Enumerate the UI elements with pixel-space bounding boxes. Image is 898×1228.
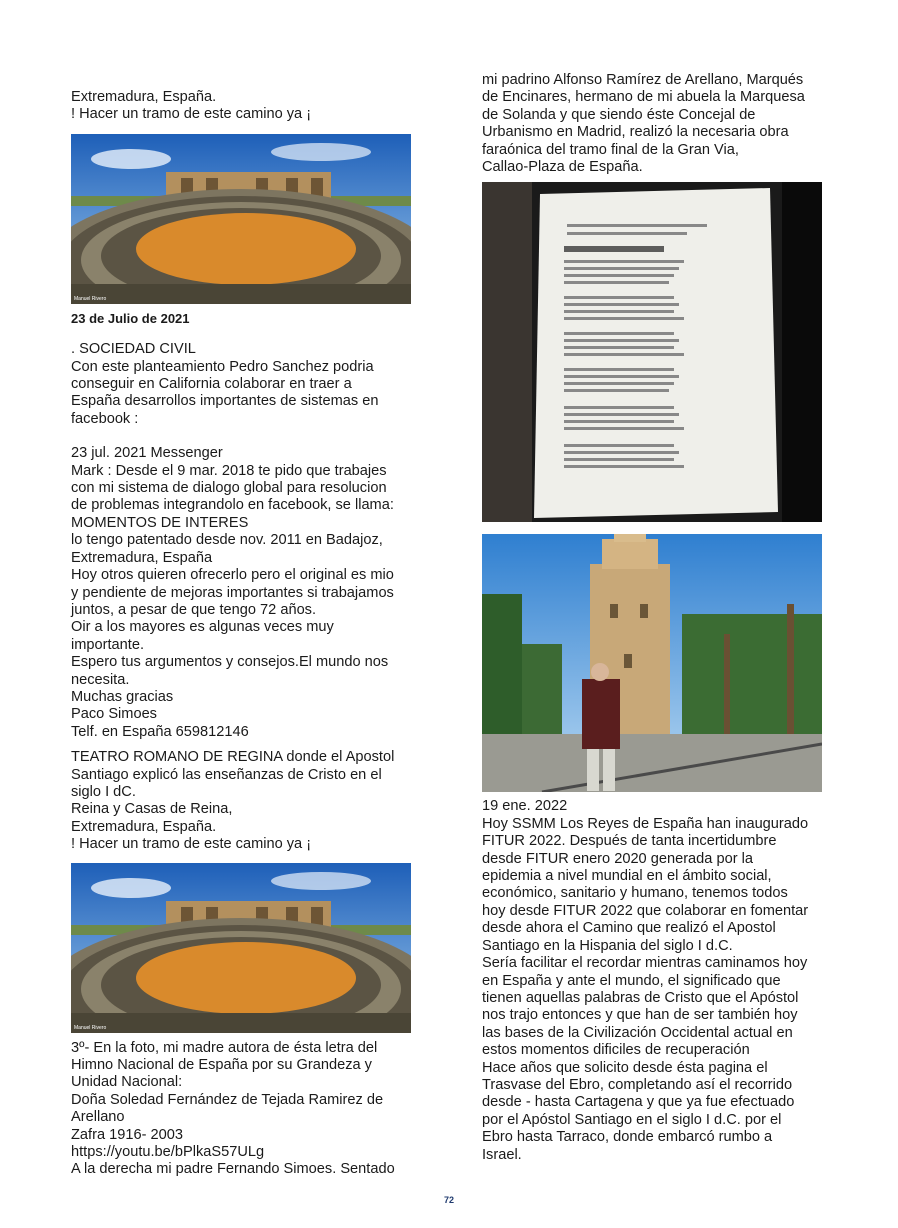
page-number: 72: [443, 1195, 454, 1205]
text-line: facebook :: [71, 410, 139, 427]
text-line: Arellano: [71, 1109, 125, 1126]
text-line: España desarrollos importantes de sistemas en: [71, 393, 379, 410]
roman-theatre-illustration: [71, 863, 411, 1033]
padrino-text: [482, 72, 827, 176]
text-line: epidemia a nivel mundial en el ámbito social,: [482, 868, 772, 885]
right-column: [482, 72, 827, 1164]
text-line: Doña Soledad Fernández de Tejada Ramirez de: [71, 1091, 384, 1108]
hymn-letter-photo: [482, 182, 822, 522]
text-line: hoy desde FITUR 2022 que colaborar en fomentar: [482, 902, 809, 919]
fitur-text: [482, 798, 827, 1164]
text-line: juntos, a pesar de que tengo 72 años.: [71, 601, 317, 618]
text-line: de Solanda y que siendo éste Concejal de: [482, 106, 756, 123]
hymn-letter-illustration: [482, 182, 822, 522]
text-line: ! Hacer un tramo de este camino ya ¡: [71, 106, 312, 123]
text-line: tienen aquellas palabras de Cristo que el Apóstol: [482, 989, 799, 1006]
text-line: económico, sanitario y humano, tenemos todos: [482, 885, 788, 902]
svg-text:Manuel Rivero: Manuel Rivero: [74, 1024, 107, 1031]
text-line: A la derecha mi padre Fernando Simoes. Sentado: [71, 1161, 395, 1178]
text-line: Hace años que solicito desde ésta pagina el: [482, 1059, 768, 1076]
text-line: FITUR 2022. Después de tanta incertidumbre: [482, 833, 777, 850]
svg-text:Manuel Rivero: Manuel Rivero: [74, 295, 107, 302]
text-line: por el Apóstol Santiago en el siglo I d.C. por el: [482, 1111, 782, 1128]
roman-theatre-photo-2: [71, 863, 411, 1033]
text-line: Santiago explicó las enseñanzas de Cristo en el: [71, 766, 382, 783]
text-line: Espero tus argumentos y consejos.El mundo nos: [71, 654, 389, 671]
text-line: 23 jul. 2021 Messenger: [71, 445, 223, 462]
text-line: Sería facilitar el recordar mientras caminamos hoy: [482, 955, 808, 972]
text-line: TEATRO ROMANO DE REGINA donde el Apostol: [71, 749, 395, 766]
text-line: Muchas gracias: [71, 688, 174, 705]
text-line: Santiago en la Hispania del siglo I d.C.: [482, 937, 733, 954]
text-line: Hoy otros quieren ofrecerlo pero el original es mio: [71, 567, 394, 584]
text-line: faraónica del tramo final de la Gran Via,: [482, 141, 739, 158]
text-line: Paco Simoes: [71, 706, 157, 723]
text-line: Ebro hasta Tarraco, donde embarcó rumbo a: [482, 1129, 773, 1146]
text-line: Himno Nacional de España por su Grandeza y: [71, 1057, 372, 1073]
mother-text: [71, 1040, 416, 1179]
text-line: lo tengo patentado desde nov. 2011 en Badajoz,: [71, 532, 383, 549]
text-line: MOMENTOS DE INTERES: [71, 514, 249, 531]
text-line: Mark : Desde el 9 mar. 2018 te pido que trabajes: [71, 462, 387, 479]
text-line: Israel.: [482, 1146, 522, 1163]
text-line: ! Hacer un tramo de este camino ya ¡: [71, 836, 312, 853]
text-line: mi padrino Alfonso Ramírez de Arellano, Marqués: [482, 72, 804, 88]
torre-del-oro-photo: [482, 534, 822, 792]
text-line: Urbanismo en Madrid, realizó la necesaria obra: [482, 124, 789, 141]
text-line: Oir a los mayores es algunas veces muy: [71, 619, 334, 636]
text-line: nos trajo entonces y que han de ser también hoy: [482, 1007, 798, 1024]
text-line: Telf. en España 659812146: [71, 723, 249, 740]
text-line: en España y ante el mundo, el significado que: [482, 972, 781, 989]
text-line: 19 ene. 2022: [482, 798, 568, 815]
text-line: Extremadura, España.: [71, 818, 217, 835]
text-line: desde - hasta Cartagena y que ya fue efectuado: [482, 1094, 795, 1111]
text-line: . SOCIEDAD CIVIL: [71, 341, 196, 358]
text-line: Hoy SSMM Los Reyes de España han inaugurado: [482, 815, 809, 832]
messenger-text: [71, 445, 416, 741]
text-line: Reina y Casas de Reina,: [71, 801, 233, 818]
text-line: y pendiente de mejoras importantes si trabajamos: [71, 584, 394, 601]
text-line: Extremadura, España.: [71, 89, 217, 105]
text-line: de problemas integrandolo en facebook, se llama:: [71, 497, 394, 514]
text-line: desde FITUR enero 2020 generada por la: [482, 850, 753, 867]
text-line: Zafra 1916- 2003: [71, 1126, 183, 1143]
torre-del-oro-illustration: [482, 534, 822, 792]
text-line: 3º- En la foto, mi madre autora de ésta letra del: [71, 1039, 378, 1056]
roman-theatre-illustration: [71, 134, 411, 304]
text-line: con mi sistema de dialogo global para resolucion: [71, 480, 387, 497]
text-line: las bases de la Civilización Occidental actual en: [482, 1024, 793, 1041]
text-line: estos momentos dificiles de recuperación: [482, 1042, 750, 1059]
text-line: Trasvase del Ebro, completando así el recorrido: [482, 1076, 793, 1093]
intro-text: [71, 89, 416, 124]
text-line: siglo I dC.: [71, 783, 136, 800]
society-text: [71, 341, 416, 428]
text-line: Extremadura, España: [71, 549, 213, 566]
text-line: de Encinares, hermano de mi abuela la Marquesa: [482, 89, 805, 106]
youtube-link[interactable]: https://youtu.be/bPlkaS57ULg: [71, 1144, 265, 1161]
teatro-text: [71, 749, 416, 853]
text-line: Con este planteamiento Pedro Sanchez podria: [71, 358, 374, 375]
left-column: [71, 89, 416, 1179]
text-line: necesita.: [71, 671, 130, 688]
text-line: desde ahora el Camino que realizó el Apostol: [482, 920, 776, 937]
text-line: conseguir en California colaborar en traer a: [71, 376, 352, 393]
text-line: importante.: [71, 636, 145, 653]
date-heading: 23 de Julio de 2021: [71, 310, 190, 326]
text-line: Unidad Nacional:: [71, 1074, 183, 1091]
text-line: Callao-Plaza de España.: [482, 159, 643, 176]
roman-theatre-photo: [71, 134, 411, 304]
